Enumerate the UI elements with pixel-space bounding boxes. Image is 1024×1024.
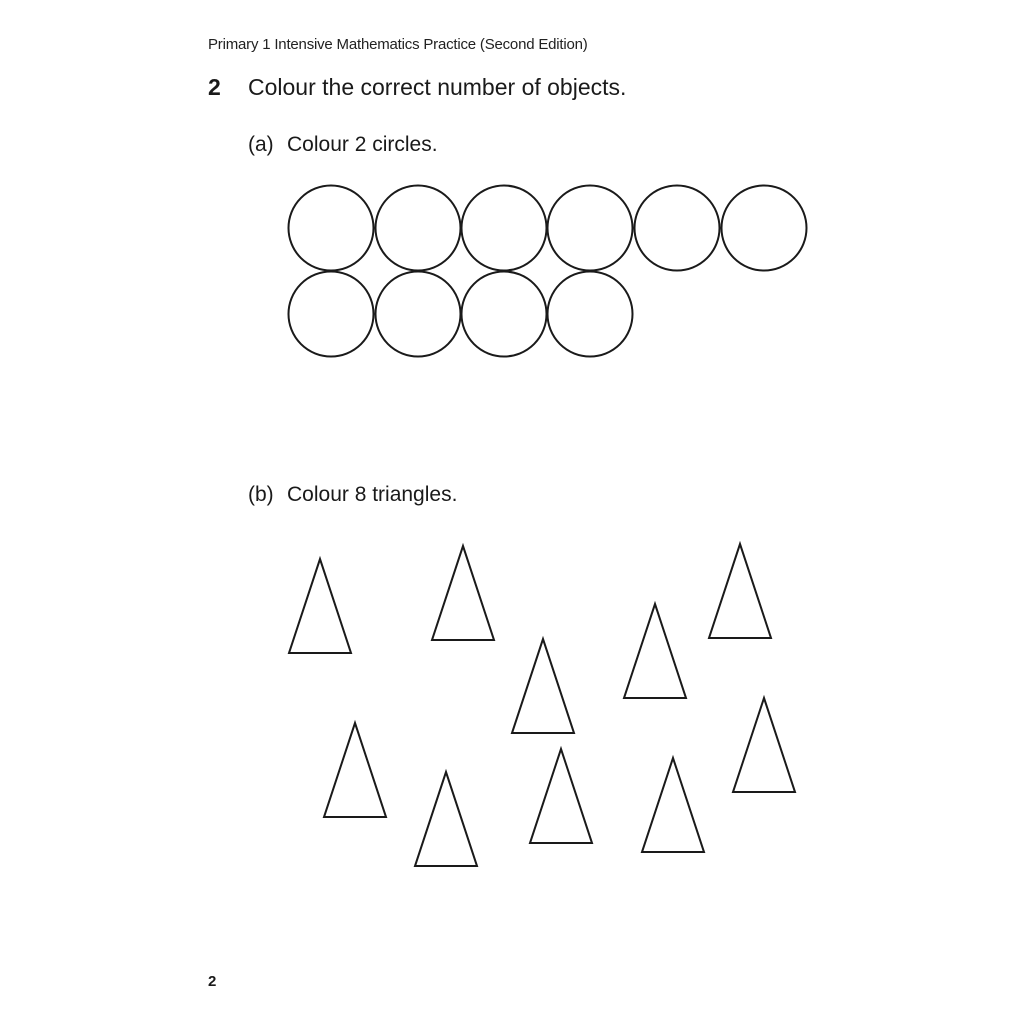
triangle[interactable] (624, 604, 686, 698)
circle[interactable] (548, 186, 633, 271)
triangle[interactable] (512, 639, 574, 733)
circle[interactable] (289, 186, 374, 271)
part-b-label: (b) (248, 483, 274, 506)
circle[interactable] (289, 272, 374, 357)
part-a (248, 133, 438, 157)
triangle[interactable] (642, 758, 704, 852)
part-b-text: Colour 8 triangles. (287, 483, 458, 506)
triangle[interactable] (432, 546, 494, 640)
triangle[interactable] (530, 749, 592, 843)
triangle[interactable] (289, 559, 351, 653)
triangle[interactable] (709, 544, 771, 638)
circle[interactable] (376, 186, 461, 271)
part-b (248, 483, 457, 507)
page-number: 2 (208, 973, 217, 990)
circle[interactable] (376, 272, 461, 357)
triangle[interactable] (415, 772, 477, 866)
circle[interactable] (548, 272, 633, 357)
circle[interactable] (635, 186, 720, 271)
header-title: Primary 1 Intensive Mathematics Practice (Second Edition) (208, 36, 588, 53)
triangle[interactable] (733, 698, 795, 792)
part-a-text: Colour 2 circles. (287, 133, 438, 156)
part-a-label: (a) (248, 133, 274, 156)
circle[interactable] (462, 186, 547, 271)
triangle[interactable] (324, 723, 386, 817)
question-number: 2 (208, 74, 221, 100)
circle[interactable] (722, 186, 807, 271)
question-instruction: Colour the correct number of objects. (248, 74, 627, 100)
circle[interactable] (462, 272, 547, 357)
